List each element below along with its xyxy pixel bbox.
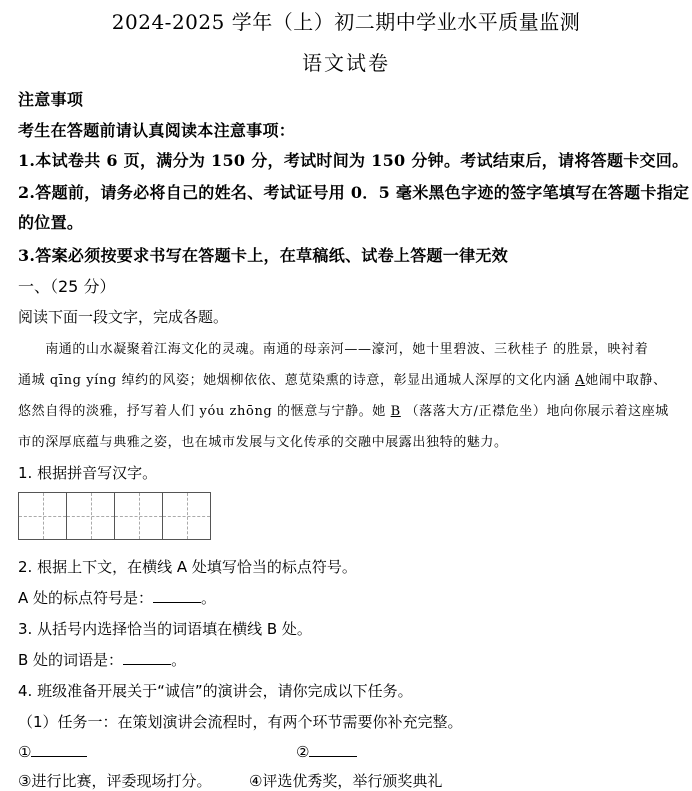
passage-line-1: 南通的山水凝聚着江海文化的灵魂。南通的母亲河——濠河，她十里碧波、三秋桂子 的胜景，映衬着 <box>18 342 649 357</box>
question-2: 2. 根据上下文，在横线 A 处填写恰当的标点符号。 <box>18 558 357 576</box>
passage-line-4: 市的深厚底蕴与典雅之姿，也在城市发展与文化传承的交融中展露出独特的魅力。 <box>18 435 508 450</box>
question-4-task-1: （1）任务一：在策划演讲会流程时，有两个环节需要你补充完整。 <box>18 713 463 731</box>
passage-line-2 <box>18 369 674 388</box>
notice-item-2a: 2.答题前，请务必将自己的姓名、考试证号用 0．5 毫米黑色字迹的签字笔填写在答题卡指定 <box>18 183 690 202</box>
page-subtitle: 语文试卷 <box>302 51 390 75</box>
notice-heading: 注意事项 <box>18 90 84 109</box>
question-3-answer <box>18 649 186 670</box>
question-2-end: 。 <box>201 589 217 607</box>
question-4: 4. 班级准备开展关于“诚信”的演讲会，请你完成以下任务。 <box>18 682 413 700</box>
notice-item-1: 1.本试卷共 6 页，满分为 150 分，考试时间为 150 分钟。考试结束后，请将答题卡交回。 <box>18 151 689 170</box>
section-instruction: 阅读下面一段文字，完成各题。 <box>18 308 229 326</box>
question-3: 3. 从括号内选择恰当的词语填在横线 B 处。 <box>18 620 312 638</box>
task-blank-1 <box>18 742 87 761</box>
question-2-answer <box>18 587 216 608</box>
passage-line-3b: （落落大方/正襟危坐）地向你展示着这座城 <box>400 404 669 419</box>
grid-cell[interactable] <box>162 492 211 540</box>
notice-intro: 考生在答题前请认真阅读本注意事项： <box>18 121 296 140</box>
question-1: 1. 根据拼音写汉字。 <box>18 464 158 482</box>
task-blank-2 <box>296 742 357 761</box>
question-4-cutoff-line: ③进行比赛，评委现场打分。 ④评选优秀奖，举行颁奖典礼 <box>18 772 443 790</box>
question-2-answer-label: A 处的标点符号是： <box>18 589 154 607</box>
question-3-end: 。 <box>171 651 187 669</box>
blank-a-mark: A <box>575 373 586 388</box>
section-heading: 一、（25 分） <box>18 277 116 296</box>
passage-line-3 <box>18 400 674 419</box>
notice-item-2b: 的位置。 <box>18 213 84 232</box>
answer-blank-a[interactable] <box>153 588 201 603</box>
answer-blank-b[interactable] <box>123 650 171 665</box>
task-blank-1-marker: ① <box>18 743 32 761</box>
task-blank-1-line[interactable] <box>31 742 87 757</box>
grid-cell[interactable] <box>18 492 67 540</box>
passage-line-3a: 悠然自得的淡雅，抒写着人们 yóu zhōng 的惬意与宁静。她 <box>18 404 391 419</box>
passage-line-2b: 她闹中取静、 <box>585 373 667 388</box>
answer-grid <box>18 492 210 540</box>
question-3-answer-label: B 处的词语是： <box>18 651 124 669</box>
notice-item-3: 3.答案必须按要求书写在答题卡上，在草稿纸、试卷上答题一律无效 <box>18 246 509 265</box>
task-blank-2-line[interactable] <box>309 742 357 757</box>
blank-b-mark: B <box>390 404 401 419</box>
passage-line-2a: 通城 qīng yíng 绰约的风姿；她烟柳依依、蒽苋染熏的诗意，彰显出通城人深厚的文化内涵 <box>18 373 576 388</box>
page-title: 2024-2025 学年（上）初二期中学业水平质量监测 <box>111 10 581 34</box>
task-blank-2-marker: ② <box>296 743 310 761</box>
grid-cell[interactable] <box>66 492 115 540</box>
grid-cell[interactable] <box>114 492 163 540</box>
